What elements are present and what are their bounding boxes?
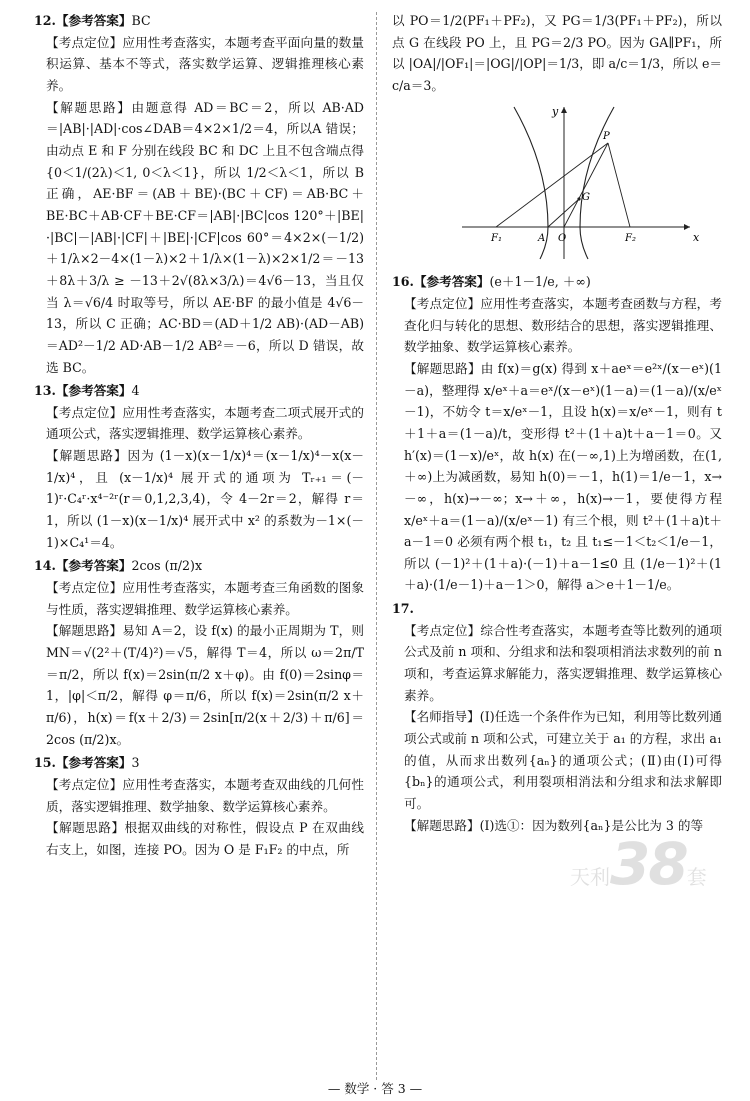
- point-f1-label: F₁: [491, 232, 502, 244]
- answer: 4: [131, 383, 140, 399]
- y-axis-label: y: [552, 104, 559, 118]
- solution-line: 【解题思路】因为 (1－x)(x－1/x)⁴＝(x－1/x)⁴－x(x－1/x)⁴，且 (x－1/x)⁴ 展开式的通项为 Tᵣ₊₁＝(－1)ʳ·C₄ʳ·x⁴⁻²ʳ(r＝0,1,2,3,4)，令 4－2r＝2，解得 r＝1，所以 (1－x)(x－1/x)⁴ 展开式中 x² 的系数为－1×(－1)×C₄¹＝4。: [46, 448, 364, 550]
- question-number: 17.: [392, 601, 414, 617]
- question-15: [34, 752, 364, 860]
- solution-line: 【考点定位】综合性考查落实，本题考查等比数列的通项公式及前 n 项和、分组求和法和裂项相消法求数列的前 n 项和，考查运算求解能力，落实逻辑推理、数学运算核心素养。: [404, 622, 722, 703]
- question-number: 15.: [34, 755, 56, 771]
- answer: 2cos (π/2)x: [131, 558, 203, 574]
- watermark-suffix: 套: [686, 865, 707, 889]
- answer: BC: [131, 13, 151, 28]
- question-number: 12.: [34, 13, 56, 28]
- column-divider: [376, 12, 377, 1080]
- watermark-number: 38: [610, 830, 687, 898]
- continuation-text: 以 PO＝1/2(PF₁＋PF₂)，又 PG＝1/3(PF₁＋PF₂)，所以点 G 在线段 PO 上，且 PG＝2/3 PO。因为 GA∥PF₁，所以 |OA|/|OF₁|＝|OG|/|OP|＝1/3，即 a/c＝1/3，所以 e＝c/a＝3。: [392, 13, 722, 93]
- solution-line: 【解题思路】(Ⅰ)选①：因为数列{aₙ}是公比为 3 的等: [404, 817, 704, 833]
- answer-tag: 【参考答案】: [55, 13, 132, 28]
- solution-line: 【考点定位】应用性考查落实，本题考查二项式展开式的通项公式，落实逻辑推理、数学运算核心素养。: [46, 404, 364, 442]
- hyperbola-figure: [452, 103, 722, 270]
- answer: 3: [131, 755, 140, 771]
- question-number: 14.: [34, 558, 56, 574]
- answer-tag: 【参考答案】: [55, 558, 132, 574]
- question-12: [34, 10, 364, 378]
- question-13: [34, 380, 364, 553]
- question-17: [392, 598, 722, 836]
- point-g-label: G: [582, 191, 590, 203]
- page-footer: — 数学 · 答 3 —: [327, 1081, 423, 1096]
- right-column: [392, 10, 722, 838]
- solution-line: 【考点定位】应用性考查落实，本题考查函数与方程，考查化归与转化的思想、数形结合的思想，落实逻辑推理、数学抽象、数学运算核心素养。: [404, 295, 722, 355]
- point-f2-label: F₂: [625, 232, 636, 244]
- solution-line: 【解题思路】易知 A＝2，设 f(x) 的最小正周期为 T，则 MN＝√(2²＋(T/4)²)＝√5，解得 T＝4，所以 ω＝2π/T＝π/2，所以 f(x)＝2sin(π/2 x＋φ)。由 f(0)＝2sinφ＝1，|φ|＜π/2，解得 φ＝π/6，所以 f(x)＝2sin(π/2 x＋π/6)，h(x)＝f(x＋2/3)＝2sin[π/2(x＋2/3)＋π/6]＝2cos (π/2)x。: [46, 623, 364, 747]
- point-o-label: O: [558, 232, 567, 244]
- answer-tag: 【参考答案】: [55, 755, 132, 771]
- answer: (e＋1－1/e, ＋∞): [489, 274, 591, 290]
- question-14: [34, 555, 364, 750]
- question-16: [392, 271, 722, 596]
- solution-line: 【解题思路】由题意得 AD＝BC＝2，所以 AB·AD＝|AB|·|AD|·cos∠DAB＝4×2×1/2＝4，所以A 错误；由动点 E 和 F 分别在线段 BC 和 DC 上且不包含端点得 {0＜1/(2λ)＜1, 0＜λ＜1}，所以 1/2＜λ＜1，所以 B 正确，AE·BF＝(AB＋BE)·(BC＋CF)＝AB·BC＋BE·BC＋AB·CF＋BE·CF＝|AB|·|BC|cos 120°＋|BE|·|BC|－|AB|·|CF|＋|BE|·|CF|cos 60°＝4×2×(－1/2)＋1/λ×2－4×(1－λ)×2＋1/λ×(1－λ)×2×1/2＝－13＋8λ＋3/λ ≥ －13＋2√(8λ×3/λ)＝4√6－13，当且仅当 λ＝√6/4 时取等号，所以 AE·BF 的最小值是 4√6－13，所以 C 正确；AC·BD＝(AD＋1/2 AB)·(AD－AB)＝AD²－1/2 AD·AB－1/2 AB²＝－6，所以 D 错误，故选 BC。: [46, 99, 364, 375]
- solution-line: 【考点定位】应用性考查落实，本题考查双曲线的几何性质，落实逻辑推理、数学抽象、数学运算核心素养。: [46, 776, 364, 814]
- solution-line: 【解题思路】由 f(x)＝g(x) 得到 x＋aeˣ＝e²ˣ/(x－eˣ)(1－a)，整理得 x/eˣ＋a＝eˣ/(x－eˣ)(1－a)＝(1－a)/(x/eˣ－1)，不妨令 t＝x/eˣ－1，且设 h(x)＝x/eˣ－1，则有 t＋1＋a＝(1－a)/t，变形得 t²＋(1＋a)t＋a－1＝0。又 h′(x)＝(1－x)/eˣ，故 h(x) 在(－∞,1)上为增函数，在(1,＋∞)上为减函数，易知 h(0)＝－1，h(1)＝1/e－1，x→－∞，h(x)→－∞；x→＋∞，h(x)→－1，要使得方程 x/eˣ＋a＝(1－a)/(x/eˣ－1) 有三个根，则 t²＋(1＋a)t＋a－1＝0 必须有两个根 t₁，t₂ 且 t₁≤－1＜t₂＜1/e－1，所以 (－1)²＋(1＋a)·(－1)＋a－1≤0 且 (1/e－1)²＋(1＋a)·(1/e－1)＋a－1＞0，解得 a＞e＋1－1/e。: [404, 360, 722, 593]
- point-a-label: A: [538, 232, 546, 244]
- solution-line: 【名师指导】(Ⅰ)任选一个条件作为已知，利用等比数列通项公式或前 n 项和公式，可建立关于 a₁ 的方程，求出 a₁ 的值，从而求出数列{aₙ}的通项公式；(Ⅱ)由(Ⅰ)可得{bₙ}的通项公式，利用裂项相消法和分组求和法求解即可。: [404, 709, 722, 812]
- watermark-prefix: 天利: [570, 865, 610, 889]
- answer-tag: 【参考答案】: [413, 274, 490, 290]
- question-number: 16.: [392, 274, 414, 290]
- solution-line: 【解题思路】根据双曲线的对称性，假设点 P 在双曲线右支上，如图，连接 PO。因为 O 是 F₁F₂ 的中点，所: [46, 820, 364, 857]
- left-column: [34, 10, 364, 863]
- hyperbola-graph: [452, 103, 702, 263]
- x-axis-label: x: [693, 230, 700, 244]
- answer-tag: 【参考答案】: [55, 383, 132, 399]
- solution-line: 【考点定位】应用性考查落实，本题考查三角函数的图象与性质，落实逻辑推理、数学运算核心素养。: [46, 580, 364, 617]
- question-number: 13.: [34, 383, 56, 399]
- solution-line: 【考点定位】应用性考查落实，本题考查平面向量的数量积运算、基本不等式，落实数学运算、逻辑推理核心素养。: [46, 34, 364, 93]
- point-p-label: P: [603, 130, 610, 142]
